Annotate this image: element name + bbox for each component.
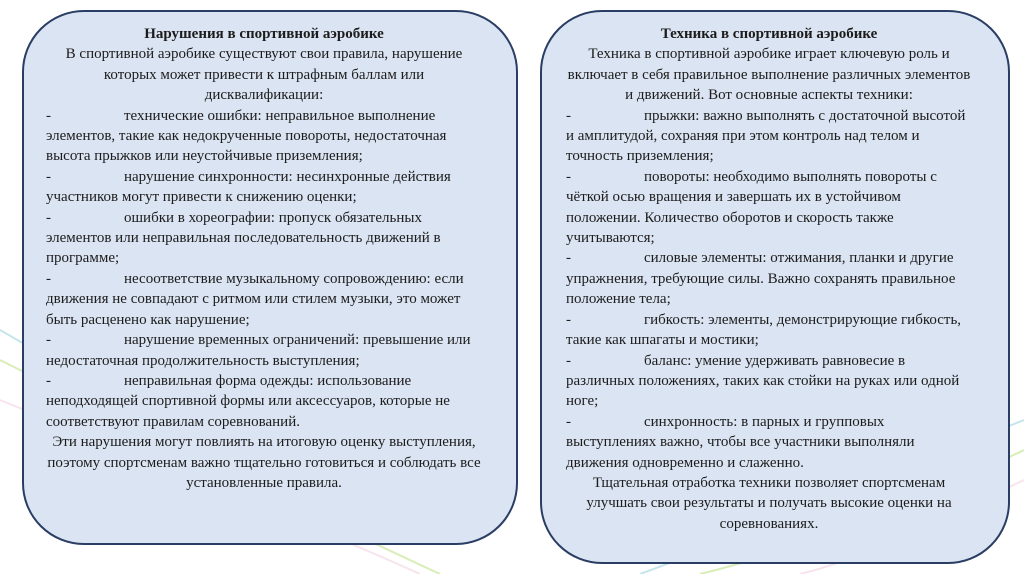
violations-card xyxy=(22,10,518,545)
list-item xyxy=(566,167,972,249)
list-item xyxy=(46,371,482,432)
list-item-rest: неподходящей спортивной формы или аксессуаров, которые не соответствуют правилам соревнований. xyxy=(46,393,450,430)
list-item-rest: действия участников могут привести к снижению оценки; xyxy=(46,168,451,206)
list-bullet: - xyxy=(566,250,571,267)
list-item-head: неправильная форма одежды: использование xyxy=(124,372,412,389)
technique-title: Техника в спортивной аэробике xyxy=(660,26,878,42)
technique-outro: Тщательная отработка техники позволяет спортсменам улучшать свои результаты и получать высокие оценки на соревнованиях. xyxy=(586,474,952,532)
list-bullet: - xyxy=(46,372,51,389)
list-item xyxy=(566,310,972,351)
violations-title: Нарушения в спортивной аэробике xyxy=(144,26,384,42)
list-item xyxy=(566,351,972,412)
list-item-head: ошибки в хореографии: пропуск обязательных xyxy=(124,209,422,226)
list-item-head: повороты: необходимо выполнять повороты xyxy=(644,168,927,185)
list-bullet: - xyxy=(566,107,571,124)
list-bullet: - xyxy=(566,352,571,369)
list-item xyxy=(46,269,482,330)
list-item-head: нарушение синхронности: несинхронные xyxy=(124,168,390,185)
list-item-head: технические ошибки: неправильное выполнение xyxy=(124,107,436,124)
list-item-rest: различных положениях, таких как стойки на руках или одной ноге; xyxy=(566,372,960,410)
list-item xyxy=(46,106,482,167)
list-item xyxy=(566,106,972,167)
violations-outro: Эти нарушения могут повлиять на итоговую оценку выступления, поэтому спортсменам важно тщательно готовиться и соблюдать все установленные правила. xyxy=(47,434,481,491)
list-item-rest: если движения не совпадают с ритмом или стилем музыки, это может быть расценено как нарушение; xyxy=(46,270,464,328)
technique-intro: Техника в спортивной аэробике играет ключевую роль и включает в себя правильное выполнение различных элементов и движений. Вот основные аспекты техники: xyxy=(567,46,971,104)
list-bullet: - xyxy=(46,332,51,349)
list-item-head: нарушение временных ограничений: xyxy=(124,332,360,349)
list-bullet: - xyxy=(566,311,571,328)
list-item-rest: высотой и амплитудой, сохраняя при этом контроль над телом и точность приземления; xyxy=(566,107,966,165)
list-item-rest: превышение или недостаточная продолжительность выступления; xyxy=(46,332,471,369)
list-item xyxy=(566,412,972,473)
list-bullet: - xyxy=(566,413,571,430)
violations-intro: В спортивной аэробике существуют свои правила, нарушение которых может привести к штрафным баллам или дисквалификации: xyxy=(65,46,463,104)
list-item-head: гибкость: элементы, демонстрирующие xyxy=(644,311,898,328)
list-bullet: - xyxy=(46,168,51,185)
list-bullet: - xyxy=(46,270,51,287)
list-bullet: - xyxy=(46,107,51,124)
list-bullet: - xyxy=(46,209,51,226)
list-item-head: силовые элементы: отжимания, планки и xyxy=(644,250,907,267)
list-item-head: баланс: умение удерживать равновесие в xyxy=(644,352,906,369)
list-item xyxy=(46,208,482,269)
list-item-rest: выступлениях важно, чтобы все участники выполняли движения одновременно и слаженно. xyxy=(566,434,915,471)
list-item-rest: с чёткой осью вращения и завершать их в устойчивом положении. Количество оборотов и скорость также учитываются; xyxy=(566,168,937,247)
list-item xyxy=(566,248,972,309)
list-bullet: - xyxy=(566,168,571,185)
technique-card xyxy=(540,10,1010,564)
list-item-rest: элементов, такие как недокрученные повороты, недостаточная высота прыжков или неустойчивые приземления; xyxy=(46,128,447,165)
list-item-rest: другие упражнения, требующие силы. Важно сохранять правильное положение тела; xyxy=(566,250,956,308)
list-item-head: прыжки: важно выполнять с достаточной xyxy=(644,107,909,124)
list-item xyxy=(46,167,482,208)
list-item-rest: элементов или неправильная последовательность движений в программе; xyxy=(46,230,441,267)
list-item-head: несоответствие музыкальному сопровождению: xyxy=(124,270,431,287)
list-item-rest: гибкость, такие как шпагаты и мостики; xyxy=(566,311,962,349)
list-item-head: синхронность: в парных и групповых xyxy=(644,413,885,430)
list-item xyxy=(46,330,482,371)
